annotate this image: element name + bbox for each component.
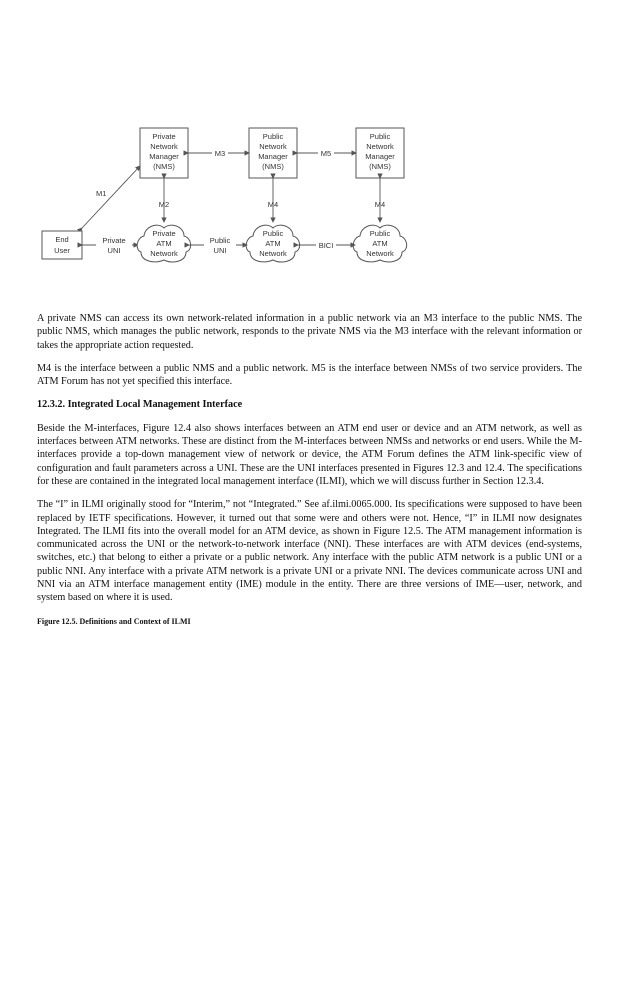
section-heading: 12.3.2. Integrated Local Management Interface (37, 399, 243, 411)
svg-text:Private: Private (152, 132, 176, 141)
svg-text:(NMS): (NMS) (262, 162, 284, 171)
svg-text:Network: Network (150, 249, 178, 258)
atm-management-diagram (0, 0, 638, 290)
m1-label: M1 (96, 189, 107, 198)
svg-text:ATM: ATM (265, 239, 281, 248)
svg-text:ATM: ATM (372, 239, 388, 248)
paragraph-m4-m5: M4 is the interface between a public NMS and a public network. M5 is the interface between NMSs of two service providers. The ATM Forum has not yet specified this interface. (37, 362, 582, 388)
svg-text:Network: Network (366, 142, 394, 151)
svg-text:Manager: Manager (258, 152, 288, 161)
svg-text:Public: Public (369, 229, 391, 238)
svg-text:Manager: Manager (365, 152, 395, 161)
svg-text:Network: Network (259, 142, 287, 151)
public-atm-network-cloud-1 (246, 225, 300, 262)
private-nms-box (140, 128, 188, 178)
public-nms-box-2 (356, 128, 404, 178)
svg-text:Network: Network (259, 249, 287, 258)
public-uni-label: Public (209, 236, 231, 245)
svg-text:ATM: ATM (156, 239, 172, 248)
svg-text:Network: Network (150, 142, 178, 151)
svg-text:Network: Network (366, 249, 394, 258)
svg-text:Private: Private (152, 229, 176, 238)
svg-text:User: User (54, 246, 70, 255)
svg-text:Public: Public (262, 132, 284, 141)
private-atm-network-cloud (137, 225, 191, 262)
svg-text:End: End (55, 235, 69, 244)
svg-text:(NMS): (NMS) (153, 162, 175, 171)
end-user-box (42, 231, 82, 259)
public-nms-box-1 (249, 128, 297, 178)
svg-text:UNI: UNI (107, 246, 121, 255)
svg-text:UNI: UNI (213, 246, 227, 255)
m4-label-1: M4 (267, 200, 279, 209)
m2-label: M2 (158, 200, 170, 209)
m4-label-2: M4 (374, 200, 386, 209)
paragraph-interfaces: Beside the M-interfaces, Figure 12.4 also shows interfaces between an ATM end user or device and an ATM network, as well as interfaces between ATM networks. These are distinct from the M-interfaces between NMSs and networks or end users. While the M-interfaces provide a top-down management view of network or device, the ATM Forum defines the ATM link-specific view of configuration and fault parameters across a UNI. These are the UNI interfaces presented in Figures 12.3 and 12.4. The specifications for these are contained in the integrated local management interface (ILMI), which we will discuss further in Section 12.3.4. (37, 422, 582, 487)
svg-text:Public: Public (262, 229, 284, 238)
document-body (37, 312, 582, 628)
figure-caption: Figure 12.5. Definitions and Context of ILMI (37, 616, 191, 626)
public-atm-network-cloud-2 (353, 225, 407, 262)
bici-label: BICI (318, 241, 334, 250)
m5-label: M5 (320, 149, 332, 158)
svg-text:(NMS): (NMS) (369, 162, 391, 171)
svg-text:Manager: Manager (149, 152, 179, 161)
private-uni-label: Private (102, 236, 126, 245)
paragraph-m3: A private NMS can access its own network-related information in a public network via an M3 interface to the public NMS. The public NMS, which manages the public network, responds to the private NMS via the M3 interface with the relevant information or takes the appropriate action requested. (37, 313, 582, 351)
paragraph-ilmi: The “I” in ILMI originally stood for “Interim,” not “Integrated.” See af.ilmi.0065.000. Its specifications were supposed to have been replaced by IETF specifications. However, it turned out that some were and others were not. Hence, “I” in ILMI now designates Integrated. The ILMI fits into the overall model for an ATM device, as shown in Figure 12.5. The ATM management information is communicated across the UNI or the network-to-network interface (NNI). These interfaces are with ATM devices (end-systems, switches, etc.) that belong to either a private or a public network. Any interface with the public ATM network is a public UNI or a public NNI. Any interface with a private ATM network is a private UNI or a private NNI. The devices communicate across UNI and NNI via an ATM interface management entity (IME) module in the entity. There are three versions of IME—user, network, and system based on where it is used. (37, 499, 582, 604)
svg-text:Public: Public (369, 132, 391, 141)
m3-label: M3 (214, 149, 226, 158)
